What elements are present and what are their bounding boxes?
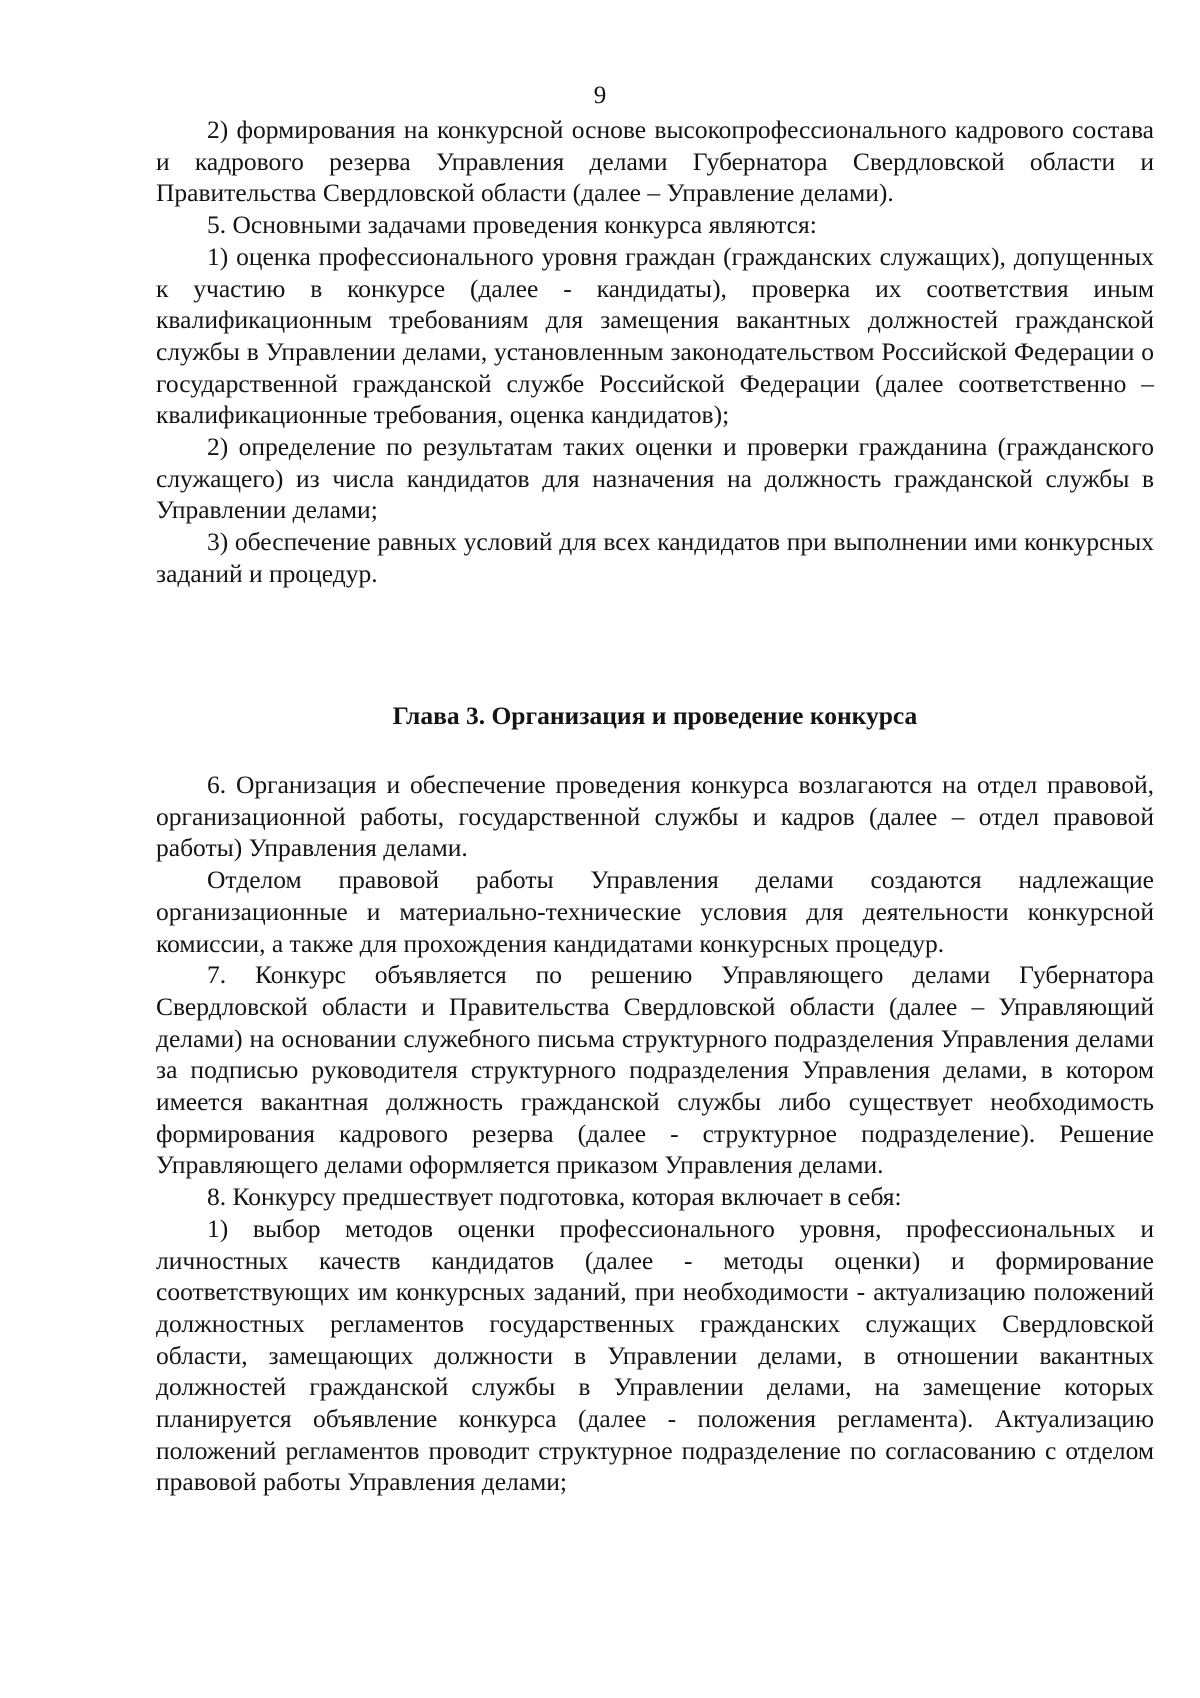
paragraph: 1) выбор методов оценки профессионального уровня, профессиональных и личностных качеств кандидатов (далее - методы оценки) и формирование соответствующих им конкурсных заданий, при необходимости - актуализацию положений должностных регламентов государственных гражданских служащих Свердловской области, замещающих должности в Управлении делами, в отношении вакантных должностей гражданской службы в Управлении делами, на замещение которых планируется объявление конкурса (далее - положения регламента). Актуализацию положений регламентов проводит структурное подразделение по согласованию с отделом правовой работы Управления делами;	[156, 1213, 1154, 1497]
paragraph: 7. Конкурс объявляется по решению Управляющего делами Губернатора Свердловской области и Правительства Свердловской области (далее – Управляющий делами) на основании служебного письма структурного подразделения Управления делами за подписью руководителя структурного подразделения Управления делами, в котором имеется вакантная должность гражданской службы либо существует необходимость формирования кадрового резерва (далее - структурное подразделение). Решение Управляющего делами оформляется приказом Управления делами.	[156, 960, 1154, 1180]
paragraph: 1) оценка профессионального уровня граждан (гражданских служащих), допущенных к участию в конкурсе (далее - кандидаты), проверка их соответствия иным квалификационным требованиям для замещения вакантных должностей гражданской службы в Управлении делами, установленным законодательством Российской Федерации о государственной гражданской службе Российской Федерации (далее соответственно – квалификационные требования, оценка кандидатов);	[156, 241, 1154, 430]
section-top	[156, 114, 1154, 590]
paragraph: Отделом правовой работы Управления делами создаются надлежащие организационные и материально-технические условия для деятельности конкурсной комиссии, а также для прохождения кандидатами конкурсных процедур.	[156, 865, 1154, 958]
section-bottom	[156, 769, 1154, 1498]
paragraph: 3) обеспечение равных условий для всех кандидатов при выполнении ими конкурсных заданий и процедур.	[156, 527, 1154, 588]
chapter-heading: Глава 3. Организация и проведение конкурса	[392, 701, 918, 730]
paragraph: 8. Конкурсу предшествует подготовка, которая включает в себя:	[207, 1182, 902, 1212]
paragraph: 2) формирования на конкурсной основе высокопрофессионального кадрового состава и кадрового резерва Управления делами Губернатора Свердловской области и Правительства Свердловской области (далее – Управление делами).	[156, 115, 1154, 208]
page-number: 9	[593, 82, 607, 109]
paragraph: 2) определение по результатам таких оценки и проверки гражданина (гражданского служащего) из числа кандидатов для назначения на должность гражданской службы в Управлении делами;	[156, 432, 1154, 525]
paragraph: 6. Организация и обеспечение проведения конкурса возлагаются на отдел правовой, организационной работы, государственной службы и кадров (далее – отдел правовой работы) Управления делами.	[156, 770, 1154, 863]
paragraph: 5. Основными задачами проведения конкурса являются:	[207, 210, 817, 240]
chapter-section	[156, 700, 1154, 732]
